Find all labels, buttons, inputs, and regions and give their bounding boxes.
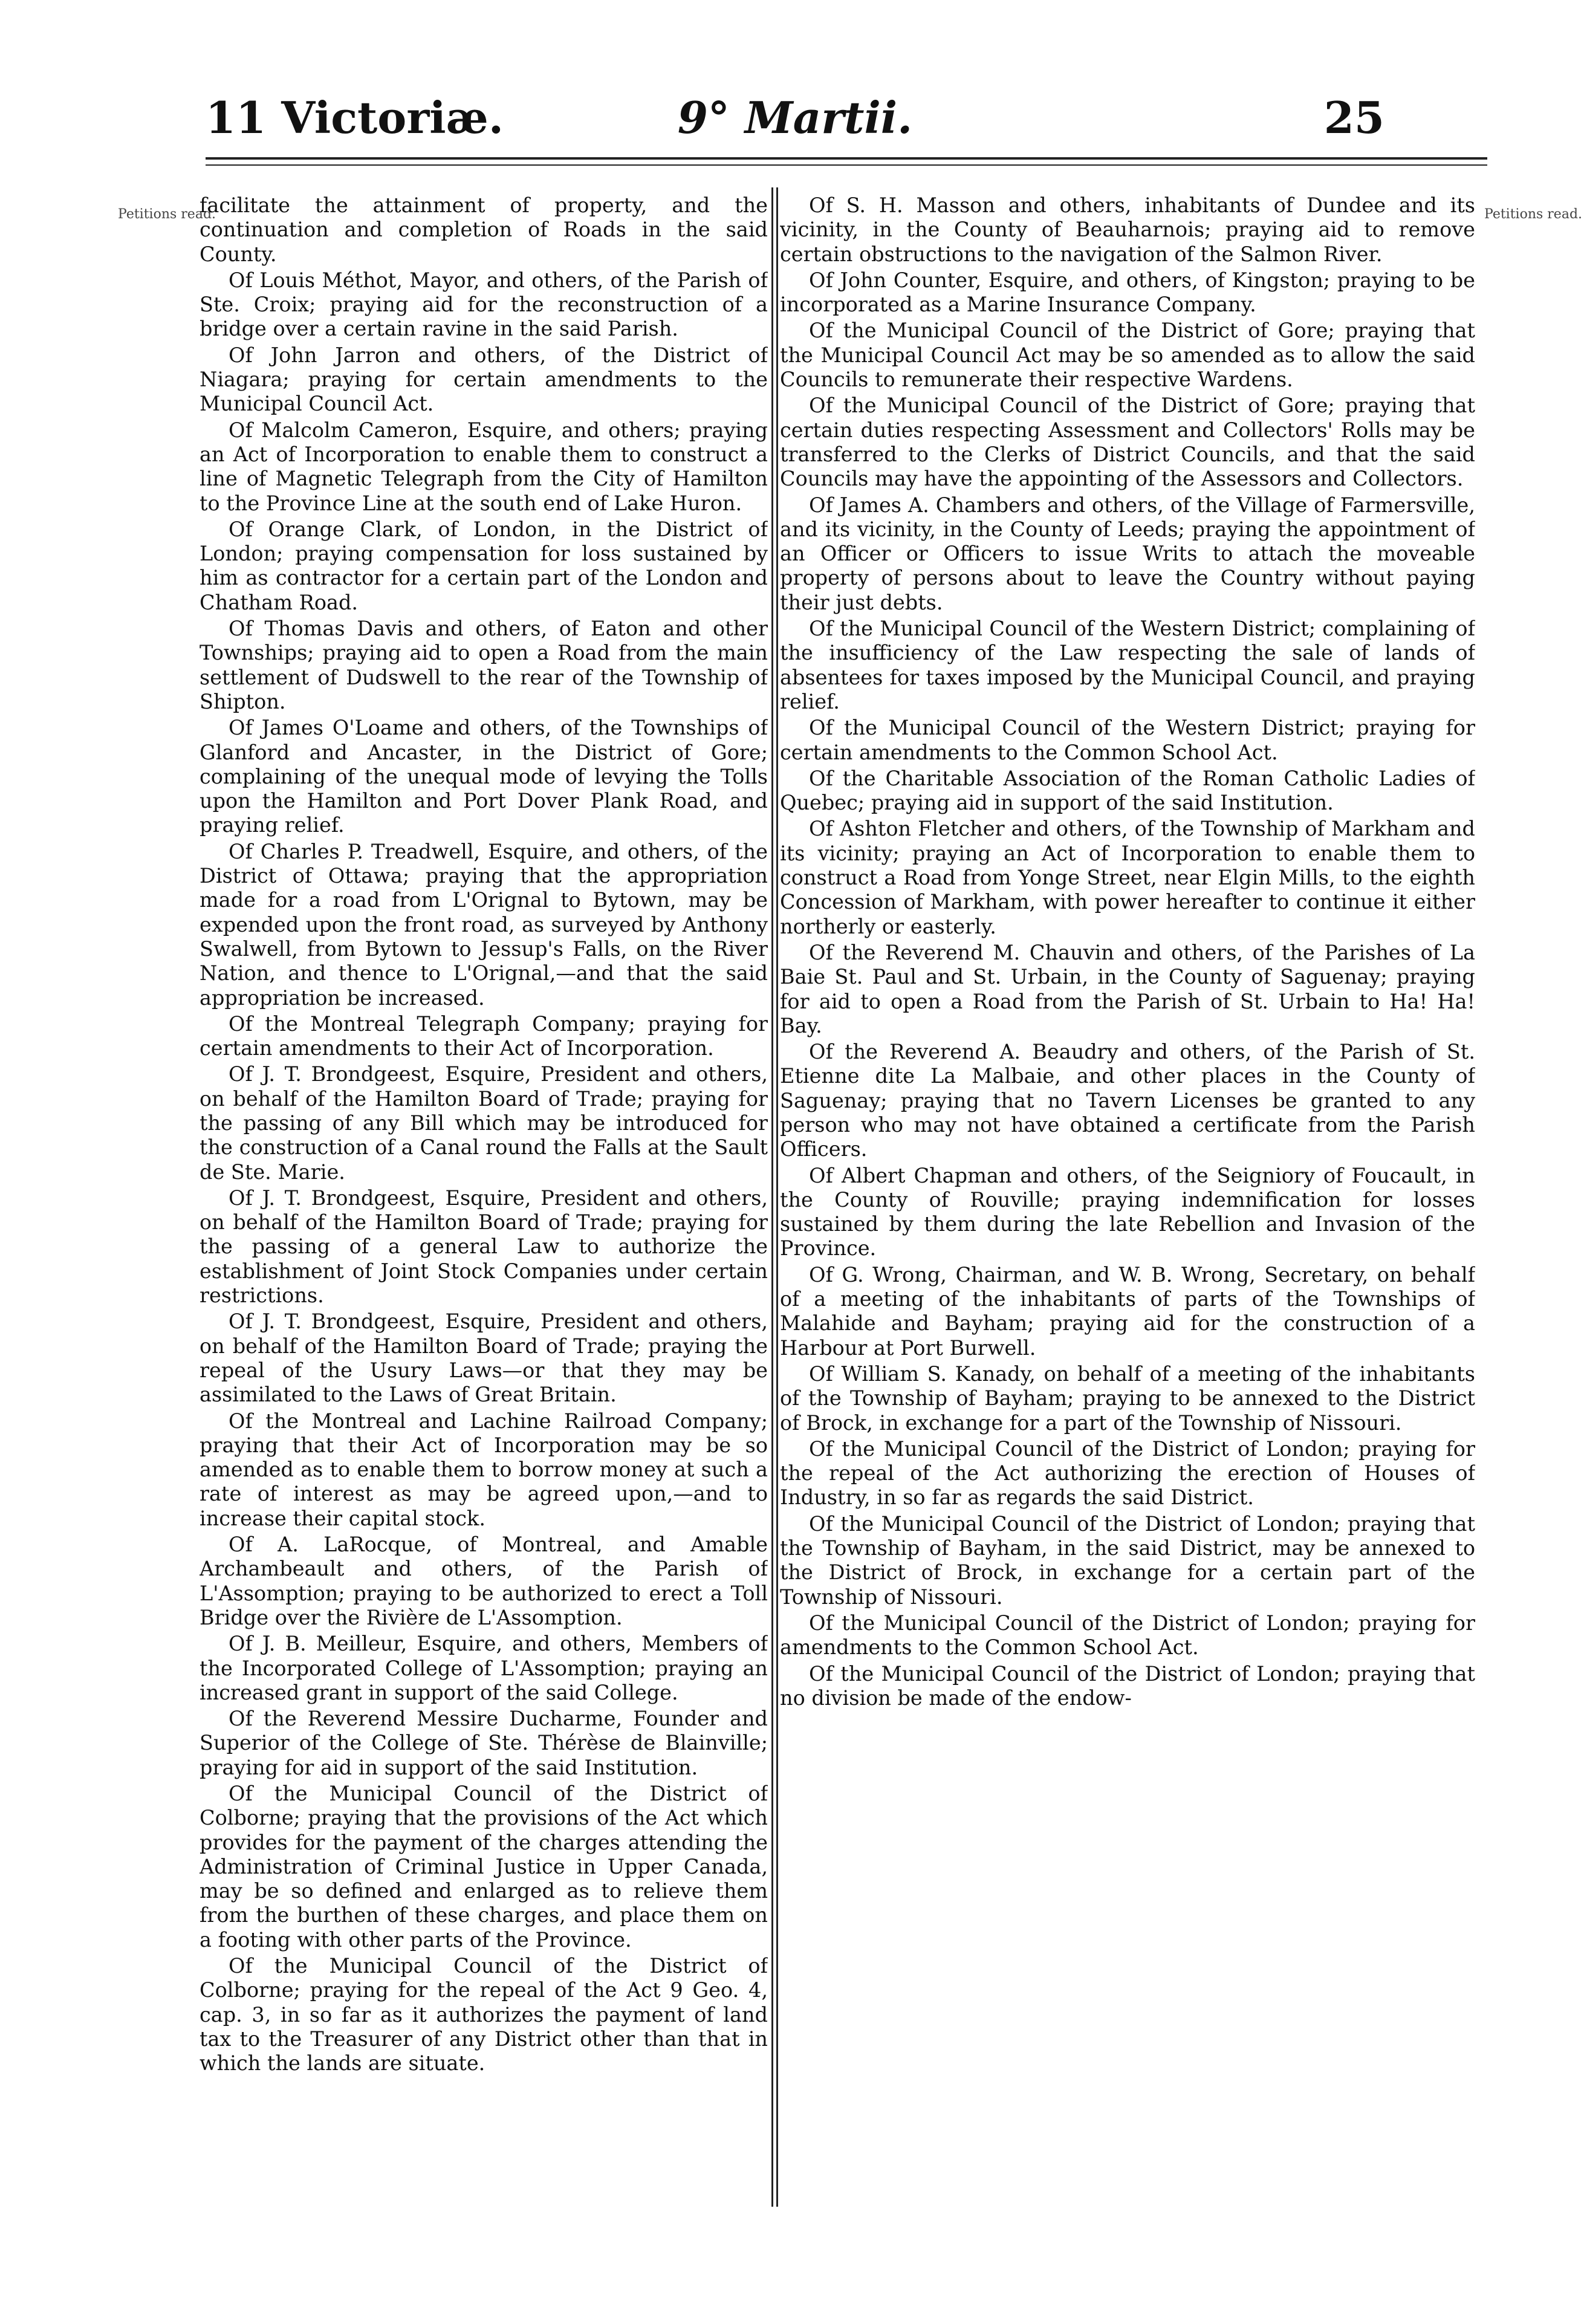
petition-paragraph: Of the Municipal Council of the District of Colborne; praying that the provisions of the Act which provides for the payment of the charges attending the Administration of Criminal Justice in Upper Canada, may be so defined and enlarged as to relieve them from the burthen of these charges, and place them on a footing with other parts of the Province. xyxy=(200,1782,768,1952)
petition-paragraph: Of J. T. Brondgeest, Esquire, President and others, on behalf of the Hamilton Board of Trade; praying for the passing of a general Law to authorize the establishment of Joint Stock Companies under certain restrictions. xyxy=(200,1186,768,1308)
petition-paragraph: Of John Counter, Esquire, and others, of Kingston; praying to be incorporated as a Marine Insurance Company. xyxy=(780,268,1475,317)
left-column xyxy=(200,193,768,2207)
margin-note-right: Petitions read. xyxy=(1484,207,1583,222)
petition-paragraph: Of Ashton Fletcher and others, of the Township of Markham and its vicinity; praying an Act of Incorporation to enable them to construct a Road from Yonge Street, near Elgin Mills, to the eighth Concession of Markham, with power hereafter to continue it either northerly or easterly. xyxy=(780,817,1475,938)
petition-paragraph: Of James O'Loame and others, of the Townships of Glanford and Ancaster, in the District of Gore; complaining of the unequal mode of levying the Tolls upon the Hamilton and Port Dover Plank Road, and praying relief. xyxy=(200,716,768,837)
petition-paragraph: Of J. T. Brondgeest, Esquire, President and others, on behalf of the Hamilton Board of Trade; praying the repeal of the Usury Laws—or that they may be assimilated to the Laws of Great Britain. xyxy=(200,1310,768,1407)
petition-paragraph: Of the Municipal Council of the District of London; praying that the Township of Bayham, in the said District, may be annexed to the District of Brock, in exchange for a certain part of the Township of Nissouri. xyxy=(780,1511,1475,1609)
petition-paragraph: Of the Municipal Council of the District of Gore; praying that the Municipal Council Act may be so amended as to allow the said Councils to remunerate their respective Wardens. xyxy=(780,319,1475,392)
header-rule-thick xyxy=(206,157,1487,160)
header-date: 9° Martii. xyxy=(677,92,913,143)
petition-paragraph: Of Louis Méthot, Mayor, and others, of the Parish of Ste. Croix; praying aid for the reconstruction of a bridge over a certain ravine in the said Parish. xyxy=(200,268,768,341)
header-rule-thin xyxy=(206,164,1487,166)
petition-paragraph: facilitate the attainment of property, and the continuation and completion of Roads in the said County. xyxy=(200,193,768,266)
petition-paragraph: Of S. H. Masson and others, inhabitants of Dundee and its vicinity, in the County of Beauharnois; praying aid to remove certain obstructions to the navigation of the Salmon River. xyxy=(780,193,1475,266)
petition-paragraph: Of Charles P. Treadwell, Esquire, and others, of the District of Ottawa; praying that the appropriation made for a road from L'Orignal to Bytown, may be expended upon the front road, as surveyed by Anthony Swalwell, from Bytown to Jessup's Falls, on the River Nation, and thence to L'Orignal,—and that the said appropriation be increased. xyxy=(200,839,768,1010)
petition-paragraph: Of the Reverend Messire Ducharme, Founder and Superior of the College of Ste. Thérèse de Blainville; praying for aid in support of the said Institution. xyxy=(200,1707,768,1779)
page-number: 25 xyxy=(1323,92,1384,143)
petition-paragraph: Of the Charitable Association of the Roman Catholic Ladies of Quebec; praying aid in support of the said Institution. xyxy=(780,766,1475,815)
petition-paragraph: Of G. Wrong, Chairman, and W. B. Wrong, Secretary, on behalf of a meeting of the inhabitants of parts of the Townships of Malahide and Bayham; praying aid for the construction of a Harbour at Port Burwell. xyxy=(780,1262,1475,1360)
petition-paragraph: Of the Municipal Council of the District of London; praying for the repeal of the Act authorizing the erection of Houses of Industry, in so far as regards the said District. xyxy=(780,1436,1475,1510)
column-divider xyxy=(771,187,773,2207)
right-column xyxy=(780,193,1475,2207)
petition-paragraph: Of the Municipal Council of the Western District; complaining of the insufficiency of the Law respecting the sale of lands of absentees for taxes imposed by the Municipal Council, and praying relief. xyxy=(780,617,1475,713)
petition-paragraph: Of William S. Kanady, on behalf of a meeting of the inhabitants of the Township of Bayham; praying to be annexed to the District of Brock, in exchange for a part of the Township of Nissouri. xyxy=(780,1362,1475,1435)
petition-paragraph: Of Thomas Davis and others, of Eaton and other Townships; praying aid to open a Road from the main settlement of Dudswell to the rear of the Township of Shipton. xyxy=(200,617,768,713)
petition-paragraph: Of Malcolm Cameron, Esquire, and others; praying an Act of Incorporation to enable them to construct a line of Magnetic Telegraph from the City of Hamilton to the Province Line at the south end of Lake Huron. xyxy=(200,418,768,515)
header-regnal-year: 11 Victoriæ. xyxy=(206,92,504,143)
petition-paragraph: Of J. B. Meilleur, Esquire, and others, Members of the Incorporated College of L'Assomption; praying an increased grant in support of the said College. xyxy=(200,1632,768,1704)
column-divider xyxy=(776,187,778,2207)
petition-paragraph: Of the Reverend A. Beaudry and others, of the Parish of St. Etienne dite La Malbaie, and other places in the County of Saguenay; praying that no Tavern Licenses be granted to any person who may not have obtained a certificate from the Parish Officers. xyxy=(780,1040,1475,1161)
petition-paragraph: Of Orange Clark, of London, in the District of London; praying compensation for loss sustained by him as contractor for a certain part of the London and Chatham Road. xyxy=(200,517,768,614)
petition-paragraph: Of Albert Chapman and others, of the Seigniory of Foucault, in the County of Rouville; praying indemnification for losses sustained by them during the late Rebellion and Invasion of the Province. xyxy=(780,1163,1475,1261)
petition-paragraph: Of the Montreal and Lachine Railroad Company; praying that their Act of Incorporation may be so amended as to enable them to borrow money at such a rate of interest as may be agreed upon,—and to increase their capital stock. xyxy=(200,1409,768,1530)
petition-paragraph: Of the Municipal Council of the District of Colborne; praying for the repeal of the Act 9 Geo. 4, cap. 3, in so far as it authorizes the payment of land tax to the Treasurer of any District other than that in which the lands are situate. xyxy=(200,1954,768,2076)
petition-paragraph: Of the Municipal Council of the District of Gore; praying that certain duties respecting Assessment and Collectors' Rolls may be transferred to the Clerks of District Councils, and that the said Councils may have the appointing of the Assessors and Collectors. xyxy=(780,394,1475,491)
petition-paragraph: Of the Municipal Council of the District of London; praying that no division be made of the endow- xyxy=(780,1661,1475,1710)
petition-paragraph: Of James A. Chambers and others, of the Village of Farmersville, and its vicinity, in the County of Leeds; praying the appointment of an Officer or Officers to issue Writs to attach the moveable property of persons about to leave the Country without paying their just debts. xyxy=(780,493,1475,614)
page-header xyxy=(206,91,1384,145)
petition-paragraph: Of the Montreal Telegraph Company; praying for certain amendments to their Act of Incorporation. xyxy=(200,1011,768,1060)
petition-paragraph: Of John Jarron and others, of the District of Niagara; praying for certain amendments to the Municipal Council Act. xyxy=(200,343,768,416)
margin-note-left: Petitions read. xyxy=(118,207,216,222)
petition-paragraph: Of the Municipal Council of the Western District; praying for certain amendments to the Common School Act. xyxy=(780,716,1475,764)
petition-paragraph: Of A. LaRocque, of Montreal, and Amable Archambeault and others, of the Parish of L'Assomption; praying to be authorized to erect a Toll Bridge over the Rivière de L'Assomption. xyxy=(200,1533,768,1629)
petition-paragraph: Of the Municipal Council of the District of London; praying for amendments to the Common School Act. xyxy=(780,1611,1475,1660)
petition-paragraph: Of J. T. Brondgeest, Esquire, President and others, on behalf of the Hamilton Board of Trade; praying for the passing of any Bill which may be introduced for the construction of a Canal round the Falls at the Sault de Ste. Marie. xyxy=(200,1062,768,1184)
petition-paragraph: Of the Reverend M. Chauvin and others, of the Parishes of La Baie St. Paul and St. Urbain, in the County of Saguenay; praying for aid to open a Road from the Parish of St. Urbain to Ha! Ha! Bay. xyxy=(780,940,1475,1037)
